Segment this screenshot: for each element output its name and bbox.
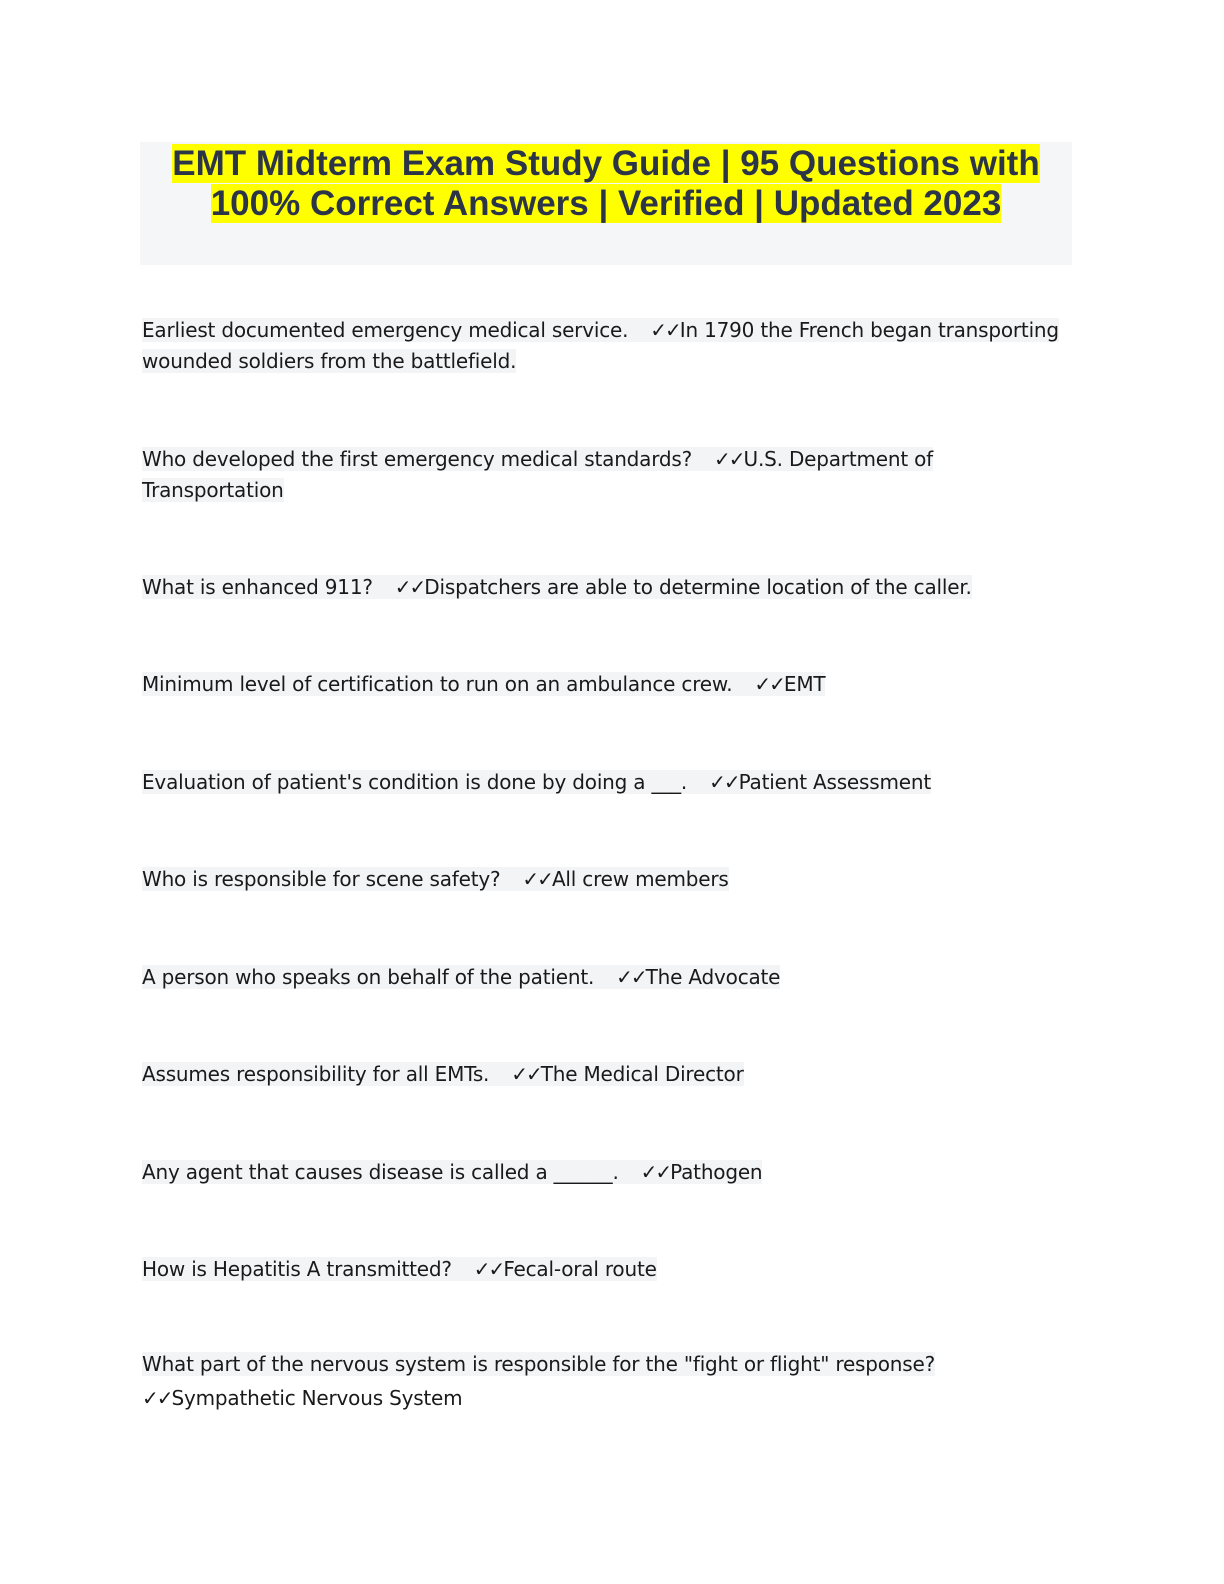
qa-item-11 [142,1349,1082,1414]
double-check-icon: ✓✓ [754,672,784,696]
double-check-icon: ✓✓ [511,1062,541,1086]
question-text: What part of the nervous system is responsible for the "fight or flight" response? [142,1352,936,1376]
question-text: Earliest documented emergency medical service. [142,318,629,342]
answer-text: Sympathetic Nervous System [171,1386,463,1410]
answer-text: The Advocate [645,965,781,989]
answer-text: EMT [783,672,826,696]
question-text: How is Hepatitis A transmitted? [142,1257,452,1281]
qa-item-3 [142,572,1082,603]
question-text: What is enhanced 911? [142,575,373,599]
question-text: Evaluation of patient's condition is done by doing a ___. [142,770,688,794]
double-check-icon: ✓✓ [473,1257,504,1281]
answer-text: Dispatchers are able to determine location of the caller. [424,575,972,599]
qa-item-7 [142,962,1082,993]
title-line-2: 100% Correct Answers | Verified | Updated 2023 [210,184,1002,223]
double-check-icon: ✓✓ [709,770,739,794]
question-text: Minimum level of certification to run on an ambulance crew. [142,672,733,696]
qa-item-1 [142,315,1062,377]
double-check-icon: ✓✓ [394,575,425,599]
qa-item-5 [142,767,1082,798]
question-text: Who developed the first emergency medical standards? [142,447,693,471]
qa-item-8 [142,1059,1082,1090]
question-text: A person who speaks on behalf of the patient. [142,965,595,989]
double-check-icon: ✓✓ [714,447,744,471]
answer-text: All crew members [551,867,729,891]
answer-text: Pathogen [670,1160,763,1184]
answer-text: Fecal-oral route [503,1257,657,1281]
qa-item-9 [142,1157,1082,1188]
qa-item-6 [142,864,1082,895]
answer-text: The Medical Director [540,1062,744,1086]
question-text: Assumes responsibility for all EMTs. [142,1062,490,1086]
qa-item-4 [142,669,1082,700]
answer-text: Patient Assessment [738,770,931,794]
double-check-icon: ✓✓ [616,965,646,989]
double-check-icon: ✓✓ [640,1160,671,1184]
answer-text: In 1790 the French began transporting wounded soldiers from the battlefield. [142,318,1059,373]
double-check-icon: ✓✓ [522,867,552,891]
title-line-1: EMT Midterm Exam Study Guide | 95 Questions with [172,144,1040,183]
double-check-icon: ✓✓ [650,318,680,342]
answer-text: U.S. Department of Transportation [142,447,934,502]
qa-item-10 [142,1254,1082,1285]
question-text: Who is responsible for scene safety? [142,867,501,891]
document-title [140,144,1072,224]
qa-item-2 [142,444,942,506]
question-text: Any agent that causes disease is called a ______. [142,1160,619,1184]
double-check-icon: ✓✓ [142,1386,172,1410]
title-box [140,142,1072,265]
